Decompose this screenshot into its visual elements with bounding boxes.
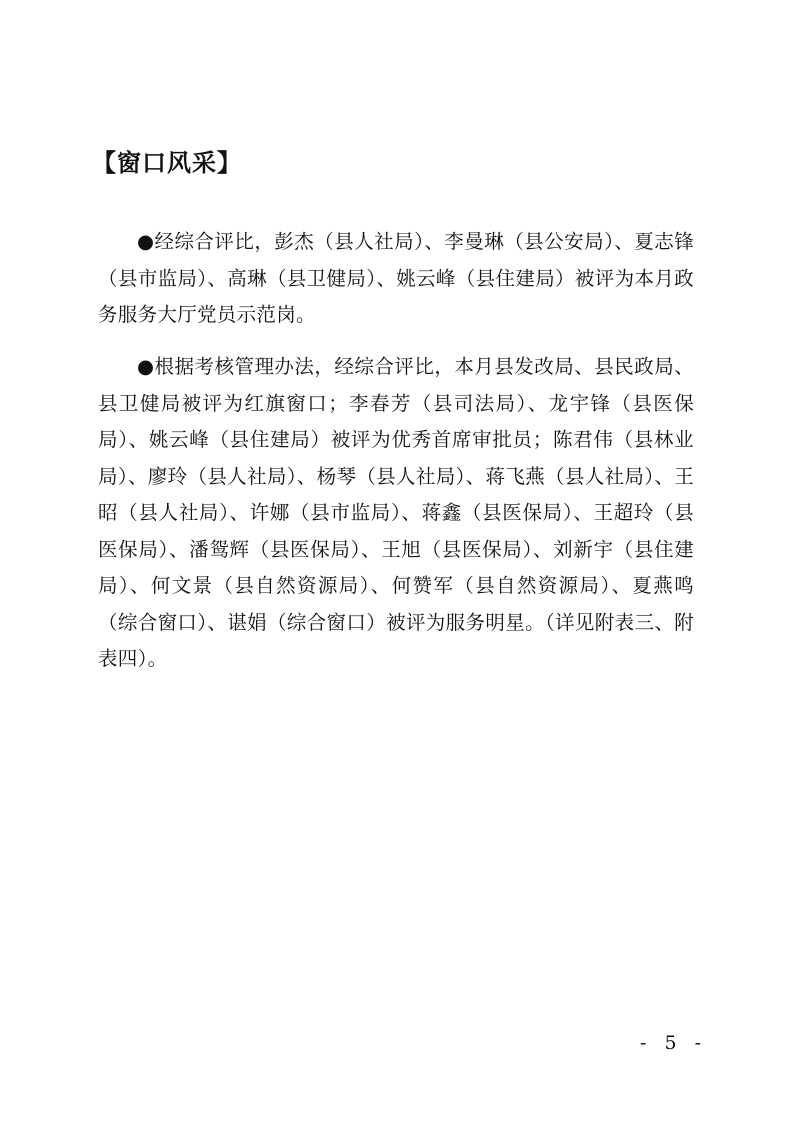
section-heading: 【窗口风采】 <box>92 149 242 177</box>
paragraph-window-evaluation: ●根据考核管理办法，经综合评比，本月县发改局、县民政局、县卫健局被评为红旗窗口；李春芳（县司法局）、龙宇锋（县医保局）、姚云峰（县住建局）被评为优秀首席审批员；陈君伟（县林业局）、廖玲（县人社局）、杨琴（县人社局）、蒋飞燕（县人社局）、王昭（县人社局）、许娜（县市监局）、蒋鑫（县医保局）、王超玲（县医保局）、潘鸳辉（县医保局）、王旭（县医保局）、刘新宇（县住建局）、何文景（县自然资源局）、何赞军（县自然资源局）、夏燕鸣（综合窗口）、谌娟（综合窗口）被评为服务明星。（详见附表三、附表四）。 <box>98 355 694 670</box>
page-number: - 5 - <box>640 1032 708 1054</box>
paragraph-party-member-demonstration: ●经综合评比，彭杰（县人社局）、李曼琳（县公安局）、夏志锋（县市监局）、高琳（县卫健局）、姚云峰（县住建局）被评为本月政务服务大厅党员示范岗。 <box>98 230 694 326</box>
